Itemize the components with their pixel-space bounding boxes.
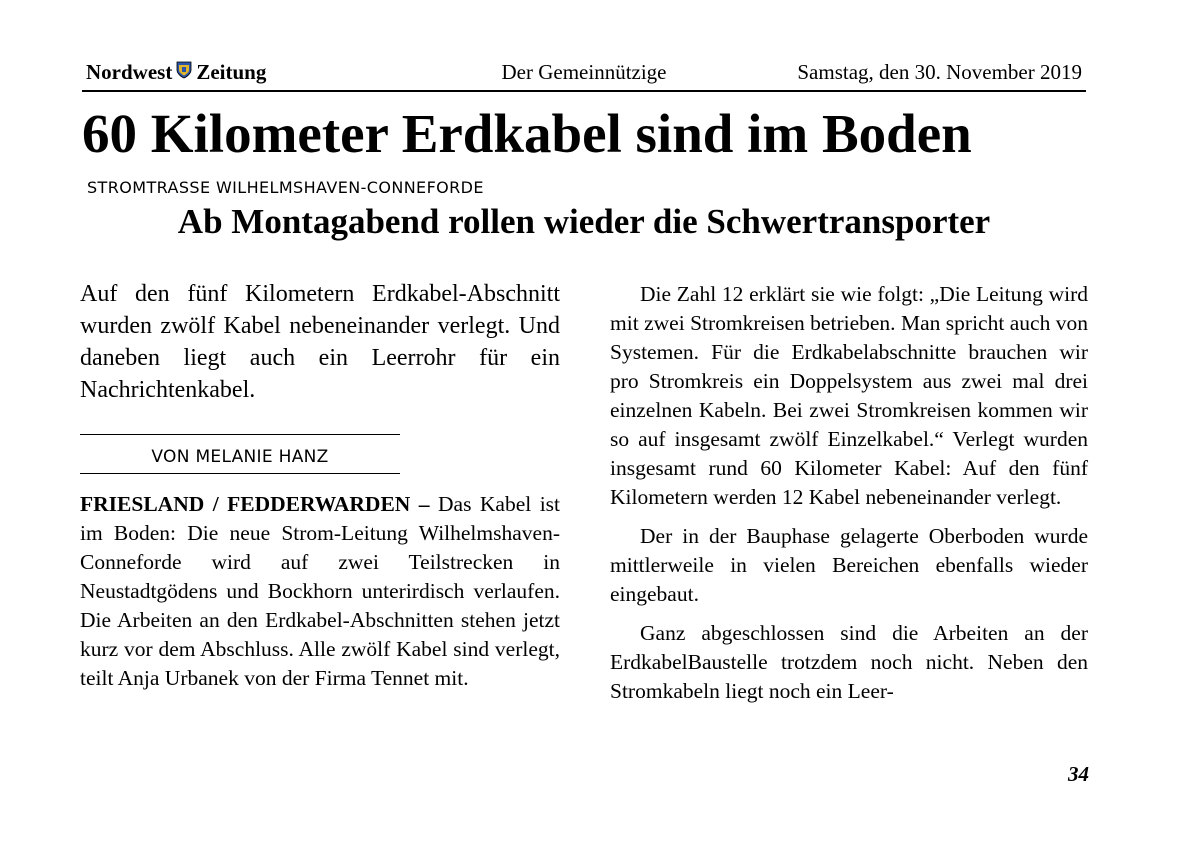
right-column [610,280,1088,716]
article-headline: 60 Kilometer Erdkabel sind im Boden [82,103,972,164]
lead-paragraph [80,490,560,693]
left-column [80,278,560,693]
byline-box [80,434,400,474]
dateline: FRIESLAND / FEDDERWARDEN – [80,492,430,516]
article-teaser: Auf den fünf Kilometern Erdkabel-Abschnitt wurden zwölf Kabel nebeneinander verlegt. Und daneben liegt auch ein Leerrohr für ein Nachrichtenkabel. [80,281,560,403]
issue-date: Samstag, den 30. November 2019 [797,60,1082,84]
author-byline: VON MELANIE HANZ [151,447,329,467]
page-number: 34 [1068,762,1089,786]
header-rule [82,90,1086,92]
masthead-bar [82,58,1086,88]
article-kicker: STROMTRASSE WILHELMSHAVEN-CONNEFORDE [87,178,484,197]
body-paragraph: Die Zahl 12 erklärt sie wie folgt: „Die Leitung wird mit zwei Stromkreisen betrieben. Man spricht auch von Systemen. Für die Erdkabelabschnitte brauchen wir pro Stromkreis ein Doppelsystem aus zwei mal drei einzelnen Kabeln. Bei zwei Stromkreisen kommen wir so auf insgesamt zwölf Einzelkabel.“ Verlegt wurden insgesamt rund 60 Kilometer Kabel: Auf den fünf Kilometern werden 12 Kabel nebeneinander verlegt. [610,282,1088,509]
paper-name-part-1: Nordwest [86,60,173,84]
article-subheadline: Ab Montagabend rollen wieder die Schwertransporter [177,202,991,241]
section-name: Der Gemeinnützige [501,60,667,84]
body-paragraph: Der in der Bauphase gelagerte Oberboden wurde mittlerweile in vielen Bereichen ebenfalls wieder eingebaut. [610,524,1088,606]
body-paragraph: Ganz abgeschlossen sind die Arbeiten an der ErdkabelBaustelle trotzdem noch nicht. Neben den Stromkabeln liegt noch ein Leer- [610,621,1088,703]
paper-name-part-2: Zeitung [196,60,267,84]
lead-text: Das Kabel ist im Boden: Die neue Strom-Leitung Wilhelmshaven-Conneforde wird auf zwei Teilstrecken in Neustadtgödens und Bockhorn unterirdisch verlaufen. Die Arbeiten an den Erdkabel-Abschnitten stehen jetzt kurz vor dem Abschluss. Alle zwölf Kabel sind verlegt, teilt Anja Urbanek von der Firma Tennet mit. [80,492,561,690]
